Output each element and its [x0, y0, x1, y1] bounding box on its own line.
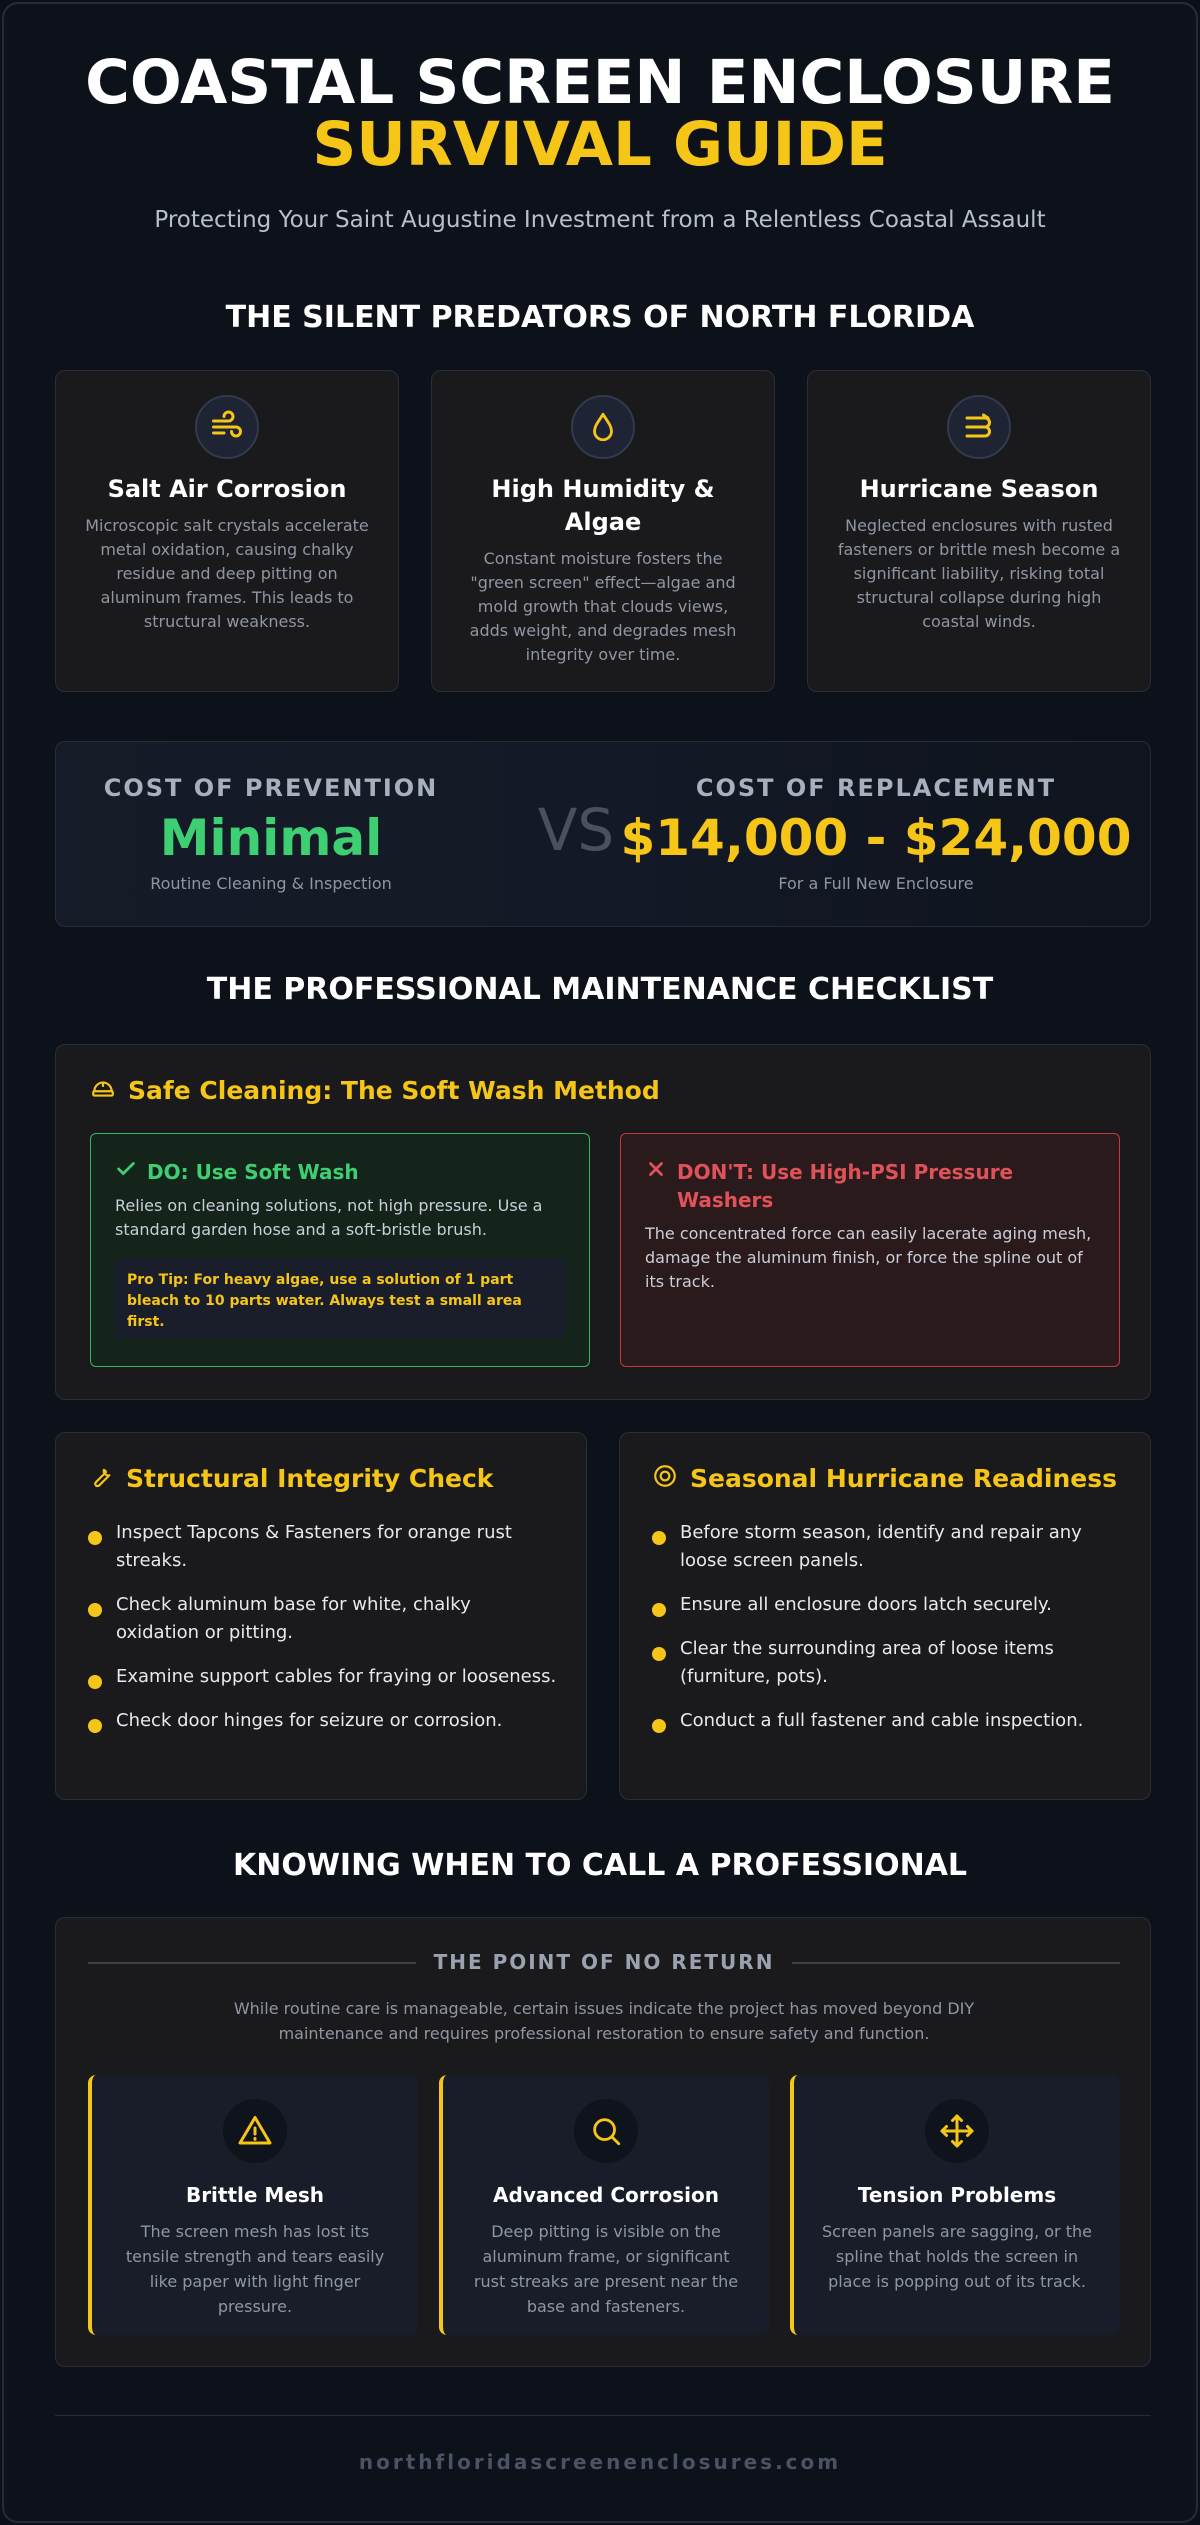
sign-card-tension-problems: [790, 2075, 1120, 2335]
wind-icon: [195, 395, 259, 459]
list-item: [652, 1519, 1122, 1575]
soft-wash-card: [55, 1044, 1151, 1400]
bullet-icon: [88, 1675, 102, 1689]
do-text: Relies on cleaning solutions, not high pressure. Use a standard garden hose and a soft-bristle brush.: [115, 1196, 543, 1239]
droplet-icon: [571, 395, 635, 459]
list-item: [652, 1591, 1122, 1619]
list-item-text: Check aluminum base for white, chalky oxidation or pitting.: [116, 1594, 471, 1643]
replacement-label: COST OF REPLACEMENT: [695, 774, 1057, 802]
prevention-note: Routine Cleaning & Inspection: [150, 874, 392, 893]
predator-text: Constant moisture fosters the "green screen" effect—algae and mold growth that clouds views, adds weight, and degrades mesh integrity over time.: [469, 549, 737, 664]
predator-text: Microscopic salt crystals accelerate metal oxidation, causing chalky residue and deep pitting on aluminum frames. This leads to structural weakness.: [85, 516, 369, 631]
cost-comparison: [55, 741, 1151, 927]
list-item-text: Examine support cables for fraying or looseness.: [116, 1666, 557, 1687]
point-of-no-return-header: [88, 1948, 1120, 1978]
bullet-icon: [88, 1719, 102, 1733]
footer-divider: [55, 2415, 1151, 2416]
page-subtitle: Protecting Your Saint Augustine Investment from a Relentless Coastal Assault: [154, 207, 1046, 233]
bullet-icon: [88, 1531, 102, 1545]
do-header: [115, 1158, 359, 1187]
dont-title: DON'T: Use High-PSI Pressure Washers: [677, 1160, 1014, 1212]
sign-card-brittle-mesh: [88, 2075, 418, 2335]
helmet-icon: [90, 1075, 116, 1105]
soft-wash-header: [90, 1075, 660, 1105]
check-icon: [115, 1158, 137, 1187]
list-item: [88, 1591, 558, 1647]
hurricane-header: [652, 1463, 1117, 1493]
checklist-heading: THE PROFESSIONAL MAINTENANCE CHECKLIST: [206, 972, 994, 1007]
do-title: DO: Use Soft Wash: [147, 1160, 359, 1184]
predator-title: High Humidity & Algae: [491, 475, 715, 536]
professional-heading: KNOWING WHEN TO CALL A PROFESSIONAL: [232, 1848, 968, 1883]
predator-card-humidity: [431, 370, 775, 692]
prevention-cost: [56, 774, 486, 893]
sign-title: Brittle Mesh: [185, 2183, 325, 2207]
predator-title: Hurricane Season: [859, 475, 1099, 503]
soft-wash-title: Safe Cleaning: The Soft Wash Method: [128, 1075, 660, 1105]
dont-box: [620, 1133, 1120, 1367]
list-item-text: Clear the surrounding area of loose items (furniture, pots).: [680, 1638, 1054, 1687]
list-item-text: Ensure all enclosure doors latch securely.: [680, 1594, 1052, 1615]
sign-text: The screen mesh has lost its tensile strength and tears easily like paper with light finger pressure.: [125, 2222, 385, 2316]
hurricane-title: Seasonal Hurricane Readiness: [690, 1463, 1117, 1493]
footer-website: northfloridascreenenclosures.com: [358, 2450, 842, 2474]
point-of-no-return-label: THE POINT OF NO RETURN: [416, 1950, 793, 1974]
structural-title: Structural Integrity Check: [126, 1463, 494, 1493]
prevention-value: Minimal: [159, 809, 383, 867]
list-item-text: Conduct a full fastener and cable inspection.: [680, 1710, 1084, 1731]
structural-list: [88, 1519, 558, 1751]
professional-description: While routine care is manageable, certain issues indicate the project has moved beyond DIY maintenance and requires professional restoration to ensure safety and function.: [233, 1999, 975, 2043]
bullet-icon: [652, 1531, 666, 1545]
infographic-page: [2, 2, 1198, 2523]
bullet-icon: [88, 1603, 102, 1617]
sign-text: Deep pitting is visible on the aluminum frame, or significant rust streaks are present near the base and fasteners.: [473, 2222, 739, 2316]
list-item-text: Inspect Tapcons & Fasteners for orange rust streaks.: [116, 1522, 512, 1571]
point-of-no-return-wrapper: [88, 1950, 1120, 1974]
replacement-note: For a Full New Enclosure: [778, 874, 974, 893]
structural-card: [55, 1432, 587, 1800]
list-item: [652, 1707, 1122, 1735]
predator-title: Salt Air Corrosion: [107, 475, 347, 503]
predator-text: Neglected enclosures with rusted fasteners or brittle mesh become a significant liability, risking total structural collapse during high coastal winds.: [837, 516, 1121, 631]
warning-icon: [223, 2099, 287, 2163]
structural-header: [88, 1463, 493, 1493]
bullet-icon: [652, 1603, 666, 1617]
page-title-highlight: SURVIVAL GUIDE: [312, 109, 888, 180]
list-item: [88, 1707, 558, 1735]
replacement-cost: [616, 774, 1136, 893]
close-icon: [645, 1158, 667, 1187]
do-box: [90, 1133, 590, 1367]
target-icon: [652, 1463, 678, 1493]
list-item: [88, 1663, 558, 1691]
hurricane-list: [652, 1519, 1122, 1751]
predator-card-salt: [55, 370, 399, 692]
hurricane-card: [619, 1432, 1151, 1800]
sign-title: Tension Problems: [857, 2183, 1057, 2207]
predator-card-hurricane: [807, 370, 1151, 692]
sign-text: Screen panels are sagging, or the spline that holds the screen in place is popping out of its track.: [822, 2222, 1092, 2291]
sign-title: Advanced Corrosion: [493, 2183, 719, 2207]
professional-card: [55, 1917, 1151, 2367]
dont-header: [645, 1158, 1105, 1214]
list-item: [652, 1635, 1122, 1691]
replacement-value: $14,000 - $24,000: [620, 809, 1132, 867]
vs-divider: VS: [537, 796, 615, 864]
dont-text: The concentrated force can easily lacerate aging mesh, damage the aluminum finish, or force the spline out of its track.: [645, 1224, 1092, 1291]
prevention-label: COST OF PREVENTION: [103, 774, 439, 802]
list-item-text: Before storm season, identify and repair any loose screen panels.: [680, 1522, 1082, 1571]
bullet-icon: [652, 1647, 666, 1661]
hurricane-icon: [947, 395, 1011, 459]
hero-header: [4, 47, 1196, 236]
list-item: [88, 1519, 558, 1575]
pro-tip: Pro Tip: For heavy algae, use a solution of 1 part bleach to 10 parts water. Always test a small area first.: [115, 1258, 565, 1338]
page-title: COASTAL SCREEN ENCLOSURE: [85, 47, 1115, 118]
list-item-text: Check door hinges for seizure or corrosion.: [116, 1710, 503, 1731]
predators-heading: THE SILENT PREDATORS OF NORTH FLORIDA: [225, 300, 975, 335]
wrench-icon: [88, 1463, 114, 1493]
move-arrows-icon: [925, 2099, 989, 2163]
sign-card-advanced-corrosion: [439, 2075, 769, 2335]
magnifier-icon: [574, 2099, 638, 2163]
bullet-icon: [652, 1719, 666, 1733]
